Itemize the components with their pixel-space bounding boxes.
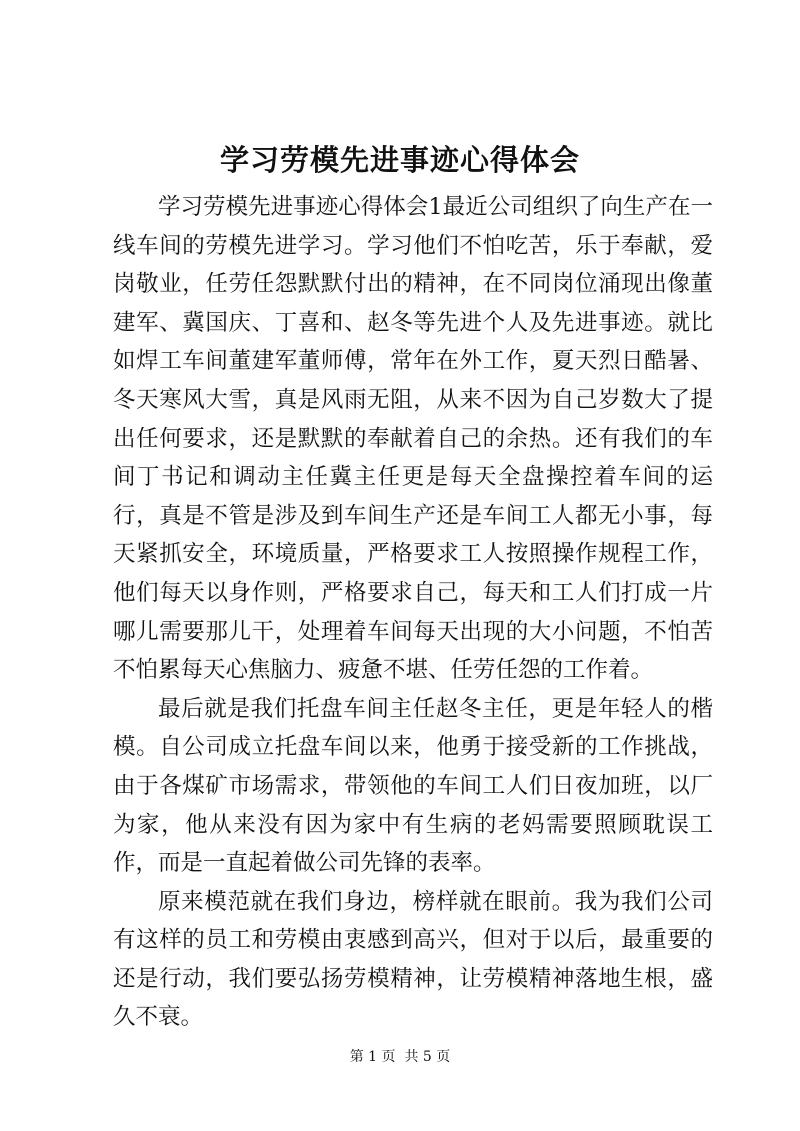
page-number: 第 1 页 共 5 页	[349, 1049, 451, 1065]
paragraph-3: 原来模范就在我们身边，榜样就在眼前。我为我们公司有这样的员工和劳模由衷感到高兴，但对于以后，最重要的还是行动，我们要弘扬劳模精神，让劳模精神落地生根，盛久不衰。	[113, 888, 713, 1031]
page-title: 学习劳模先进事迹心得体会	[219, 143, 580, 177]
paragraph-1: 学习劳模先进事迹心得体会1最近公司组织了向生产在一线车间的劳模先进学习。学习他们不怕吃苦，乐于奉献，爱岗敬业，任劳任怨默默付出的精神，在不同岗位涌现出像董建军、冀国庆、丁喜和、赵冬等先进个人及先进事迹。就比如焊工车间董建军董师傅，常年在外工作，夏天烈日酷暑、冬天寒风大雪，真是风雨无阻，从来不因为自己岁数大了提出任何要求，还是默默的奉献着自己的余热。还有我们的车间丁书记和调动主任冀主任更是每天全盘操控着车间的运行，真是不管是涉及到车间生产还是车间工人都无小事，每天紧抓安全，环境质量，严格要求工人按照操作规程工作，他们每天以身作则，严格要求自己，每天和工人们打成一片哪儿需要那儿干，处理着车间每天出现的大小问题，不怕苦不怕累每天心焦脑力、疲惫不堪、任劳任怨的工作着。	[113, 194, 713, 684]
document-body	[113, 188, 713, 1037]
page-footer	[0, 1047, 800, 1067]
paragraph-2: 最后就是我们托盘车间主任赵冬主任，更是年轻人的楷模。自公司成立托盘车间以来，他勇于接受新的工作挑战，由于各煤矿市场需求，带领他的车间工人们日夜加班，以厂为家，他从来没有因为家中有生病的老妈需要照顾耽误工作，而是一直起着做公司先锋的表率。	[113, 695, 713, 877]
